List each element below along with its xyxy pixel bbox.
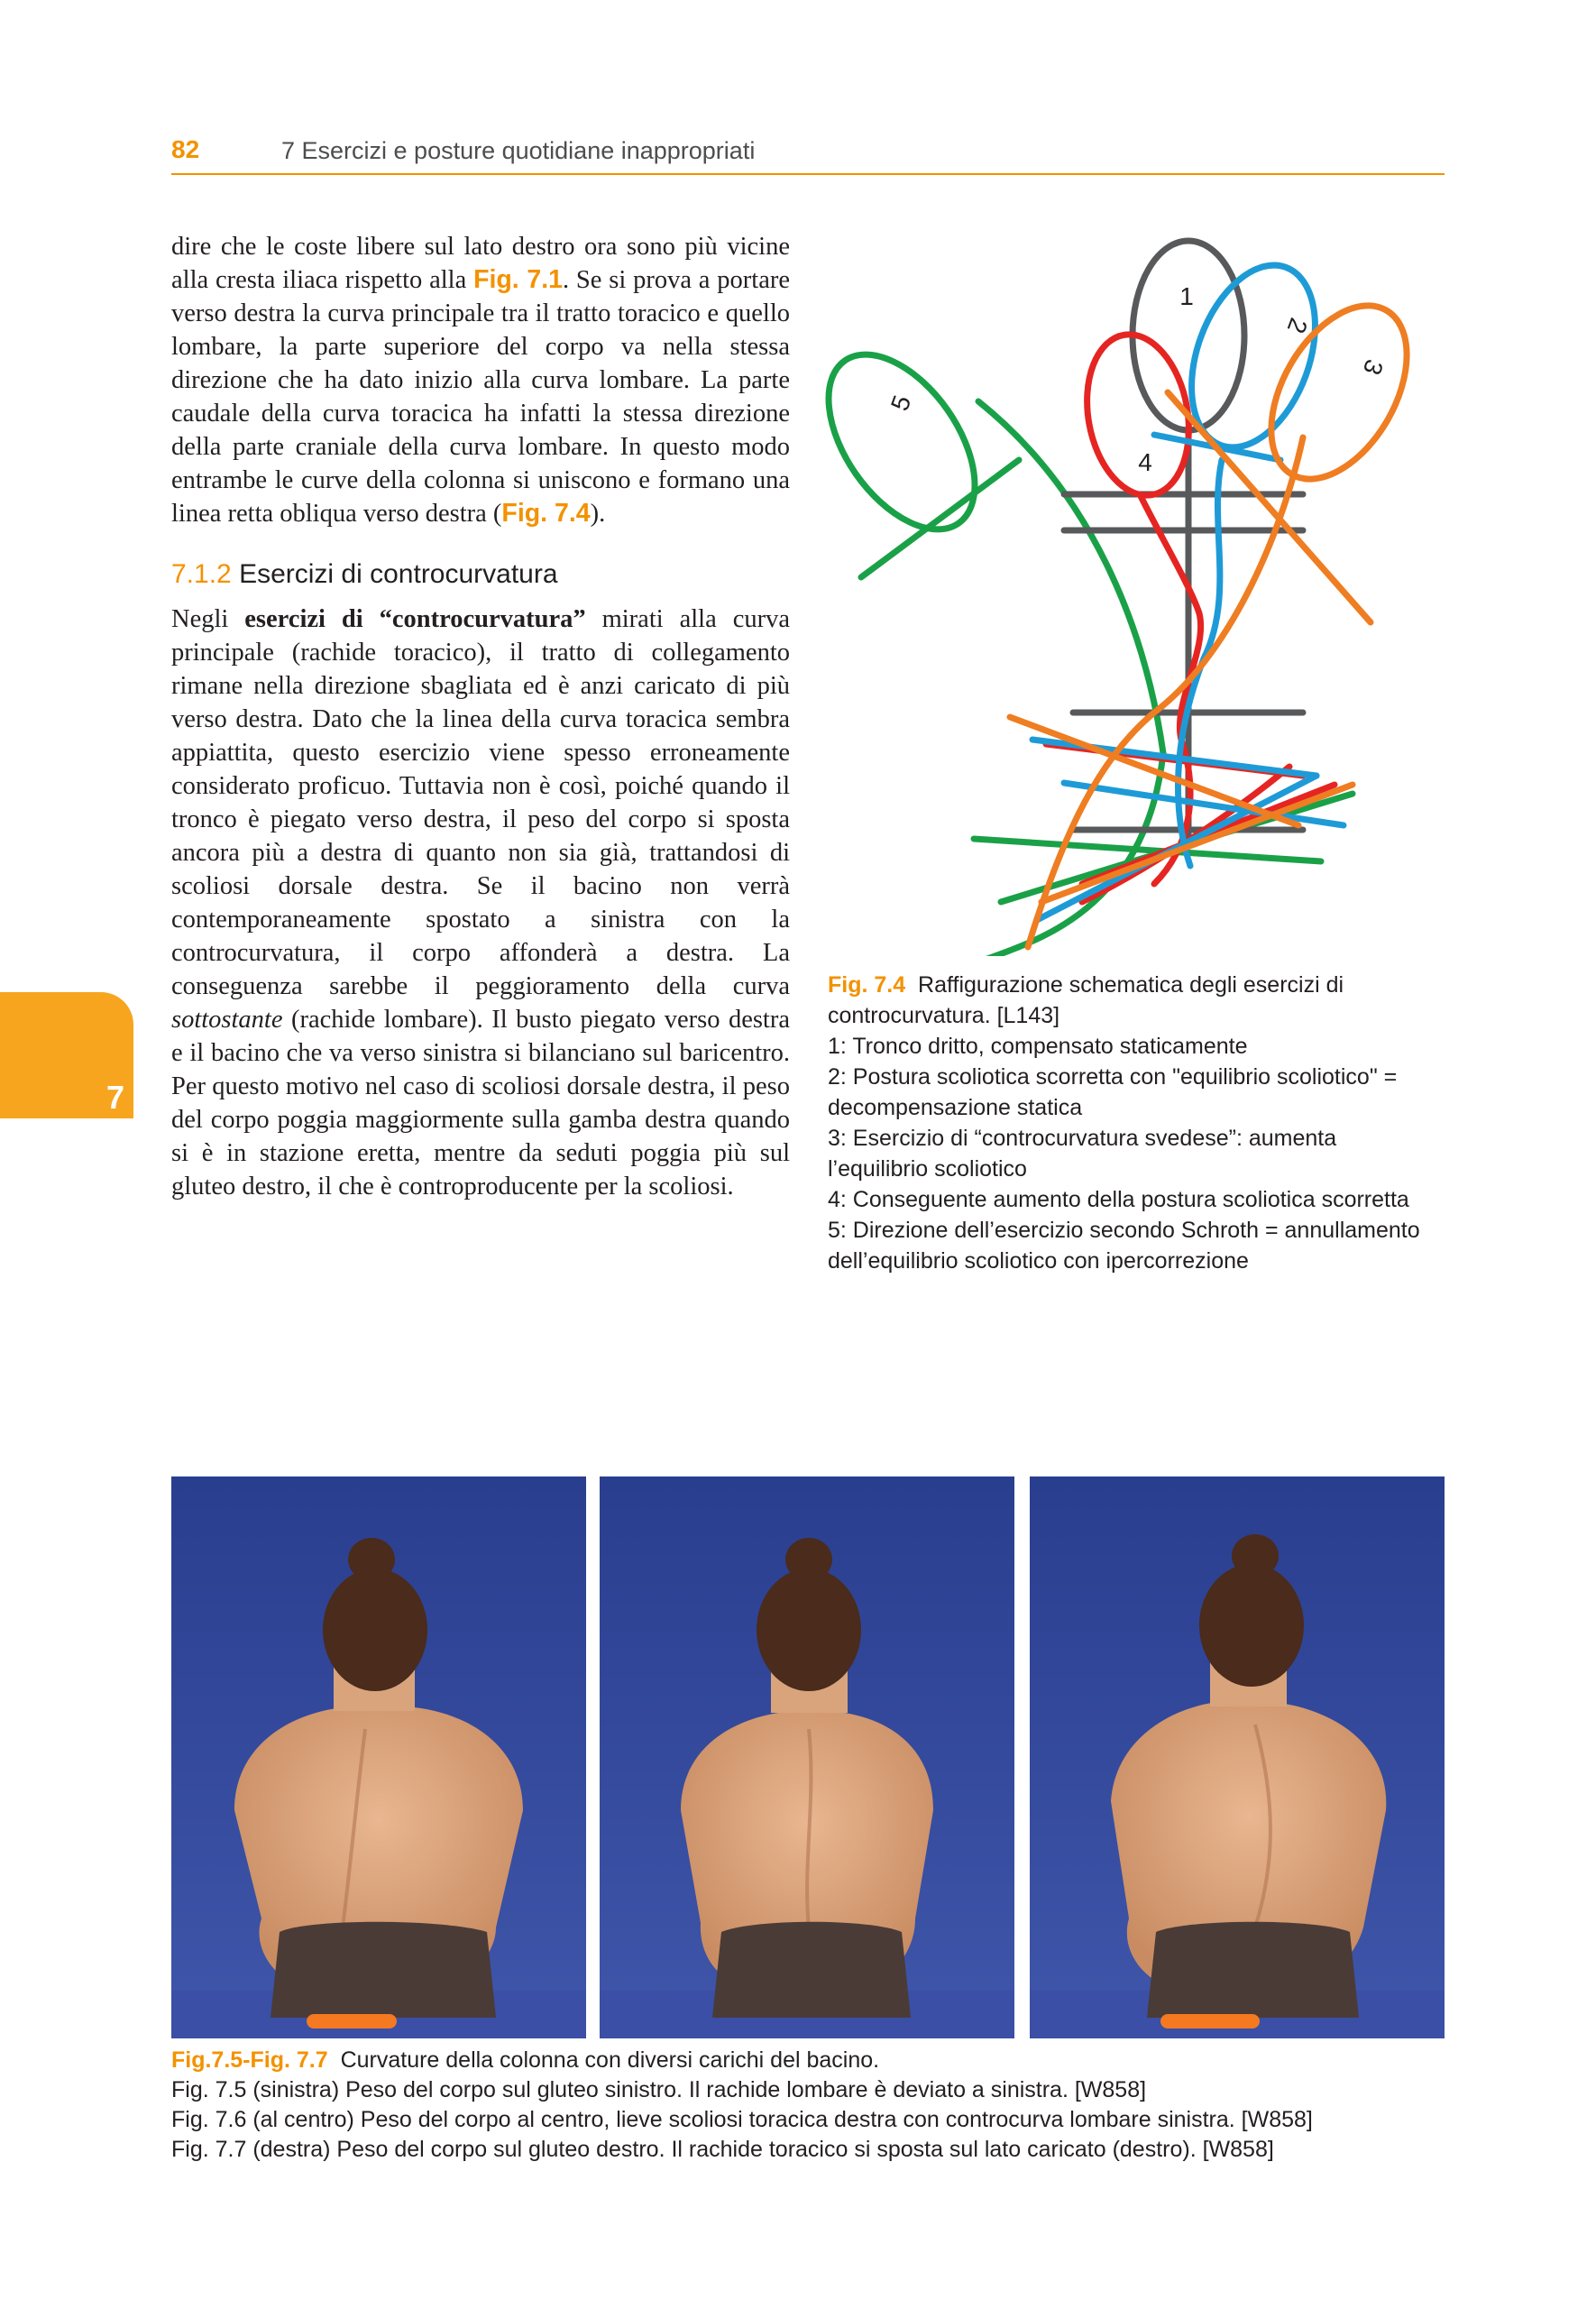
photo-fig-7-7: [1030, 1476, 1445, 2038]
caption-figure-label: Fig.7.5-Fig. 7.7: [171, 2047, 328, 2073]
figure-7-4-diagram: [812, 235, 1425, 956]
caption-title-line: [171, 2046, 1445, 2075]
paragraph-2: [171, 603, 790, 1203]
chapter-tab: [0, 992, 133, 1118]
chapter-tab-number: 7: [106, 1079, 125, 1116]
header-rule: [171, 173, 1445, 175]
caption-line: Fig. 7.7 (destra) Peso del corpo sul gluteo destro. Il rachide toracico si sposta sul lato caricato (destro). [W858]: [171, 2137, 1274, 2162]
photo-fig-7-6: [600, 1476, 1014, 2038]
caption-line: Fig. 7.5 (sinistra) Peso del corpo sul gluteo sinistro. Il rachide lombare è deviato a sinistra. [W858]: [171, 2077, 1147, 2102]
caption-title: Raffigurazione schematica degli esercizi di controcurvatura. [L143]: [828, 972, 1344, 1028]
diagram-label-1: 1: [1179, 282, 1194, 310]
caption-item: 5: Direzione dell’esercizio secondo Schroth = annullamento dell’equilibrio scoliotico con ipercorrezione: [828, 1218, 1420, 1274]
section-number: 7.1.2: [171, 559, 232, 589]
caption-title-line: [828, 970, 1441, 1031]
text-run: . Se si prova a portare verso destra la curva principale tra il tratto toracico e quello lombare, la parte superiore del corpo va nella stessa direzione che ha dato inizio alla curva lombare. La parte caudale della curva toracica ha infatti la stessa direzione della parte craniale della curva lombare. In questo modo entrambe le curve della colonna si uniscono e formano una linea retta obliqua verso destra (: [171, 266, 790, 528]
bold-term: esercizi di “controcurvatura”: [244, 605, 586, 633]
diagram-label-5: 5: [885, 391, 917, 415]
running-header: 7 Esercizi e posture quotidiane inappropriati: [281, 137, 756, 164]
text-run: ).: [590, 500, 606, 528]
text-run: mirati alla curva principale (rachide toracico), il tratto di collegamento rimane nella direzione sbagliata ed è anzi caricato di più verso destra. Dato che la linea della curva toracica sembra appiattita, questo esercizio viene spesso erroneamente considerato proficuo. Tuttavia non è così, poiché quando il tronco è piegato verso destra, il peso del corpo si sposta ancora più a destra di quanto non sia già, trattandosi di scoliosi dorsale destra. Se il bacino non verrà contemporaneamente spostato a sinistra con la controcurvatura, il corpo affonderà a destra. La conseguenza sarebbe il peggioramento della curva: [171, 605, 790, 1000]
figure-7-5-7-caption: [171, 2046, 1445, 2165]
paragraph-1: [171, 230, 790, 530]
caption-title: Curvature della colonna con diversi carichi del bacino.: [340, 2047, 880, 2073]
caption-item: 1: Tronco dritto, compensato staticamente: [828, 1034, 1248, 1059]
diagram-label-4: 4: [1138, 448, 1152, 476]
photo-fig-7-5: [171, 1476, 586, 2038]
caption-item: 3: Esercizio di “controcurvatura svedese”: aumenta l’equilibrio scoliotico: [828, 1126, 1337, 1182]
section-heading: [171, 557, 790, 592]
caption-line: Fig. 7.6 (al centro) Peso del corpo al centro, lieve scoliosi toracica destra con controcurva lombare sinistra. [W858]: [171, 2107, 1313, 2132]
body-text-column: [171, 230, 790, 1203]
caption-item: 2: Postura scoliotica scorretta con "equilibrio scoliotico" = decompensazione statica: [828, 1064, 1398, 1120]
page-number: 82: [171, 135, 200, 163]
text-run: (rachide lombare). Il busto piegato verso destra e il bacino che va verso sinistra si bilanciano sul baricentro. Per questo motivo nel caso di scoliosi dorsale destra, il peso del corpo poggia maggiormente sulla gamba destra quando si è in stazione eretta, mentre da seduti poggia più sul gluteo destro, il che è controproducente per la scoliosi.: [171, 1006, 790, 1200]
text-run: dire che le coste libere sul lato destro ora sono più vicine alla cresta iliaca rispetto alla: [171, 233, 790, 294]
figure-7-4-caption: [828, 970, 1441, 1276]
figure-reference-link[interactable]: Fig. 7.1: [473, 265, 563, 294]
diagram-label-2: 2: [1281, 314, 1314, 337]
diagram-label-3: 3: [1357, 355, 1390, 379]
section-title: Esercizi di controcurvatura: [239, 559, 558, 589]
figure-reference-link[interactable]: Fig. 7.4: [501, 499, 591, 528]
text-run: Negli: [171, 605, 245, 633]
caption-item: 4: Conseguente aumento della postura scoliotica scorretta: [828, 1187, 1409, 1212]
caption-figure-label: Fig. 7.4: [828, 972, 906, 998]
italic-term: sottostante: [171, 1006, 283, 1034]
